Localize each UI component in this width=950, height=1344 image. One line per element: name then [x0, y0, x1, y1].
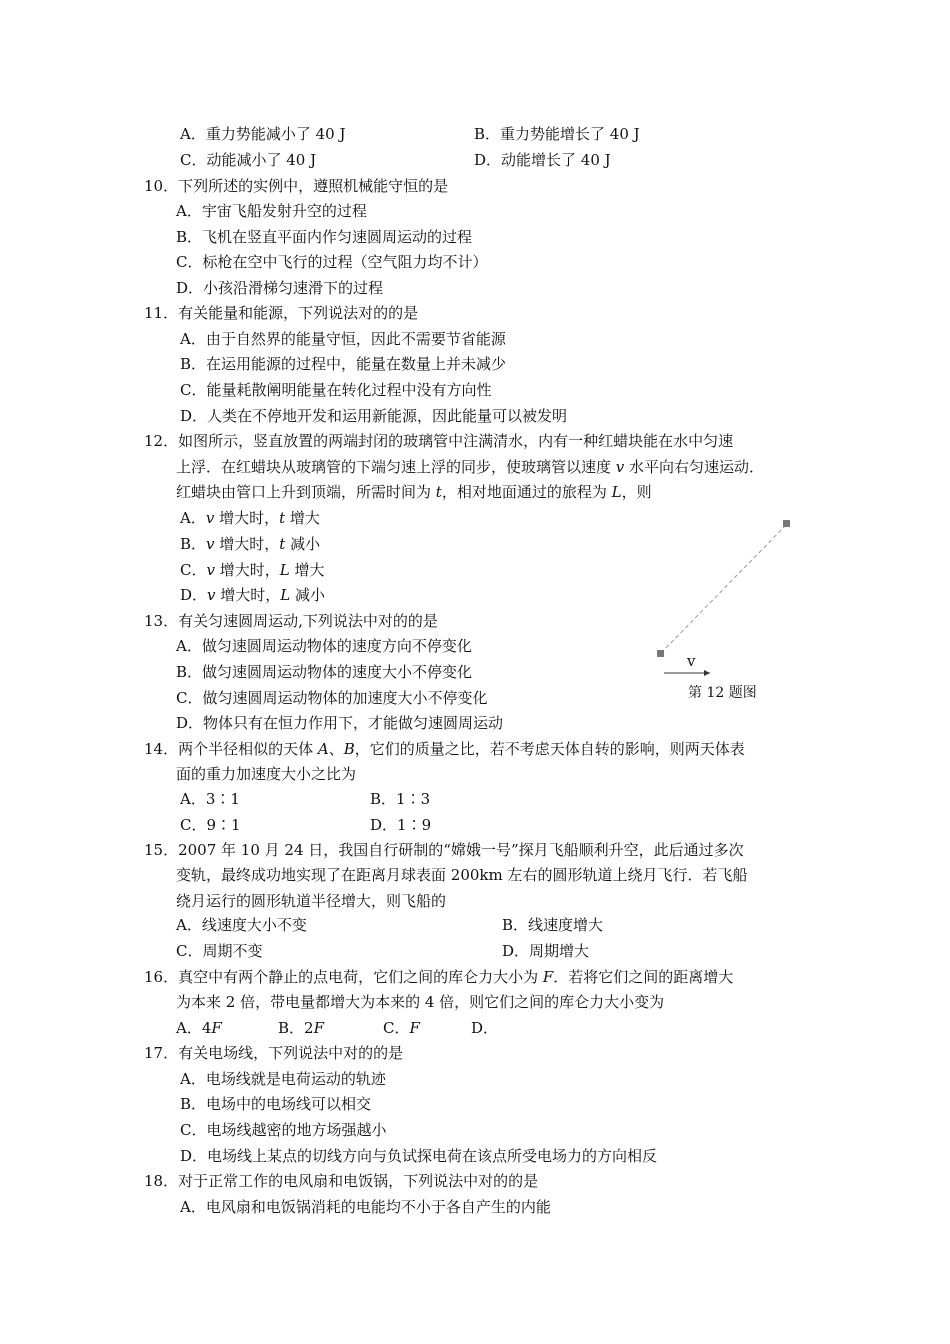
q18-stem: 18．对于正常工作的电风扇和电饭锅，下列说法中对的的是	[144, 1172, 539, 1190]
option-text: 增大时，	[215, 586, 281, 604]
q15-option-d: D．周期增大	[502, 942, 590, 960]
q10-option-a: A．宇宙飞船发射升空的过程	[176, 202, 367, 220]
q13-option-a: A．做匀速圆周运动物体的速度方向不停变化	[176, 637, 472, 655]
var-v: v	[206, 561, 215, 579]
q18-option-a: A．电风扇和电饭锅消耗的电能均不小于各自产生的内能	[180, 1198, 551, 1216]
q12-figure-v-label: v	[687, 652, 696, 670]
q11-option-d: D．人类在不停地开发和运用新能源，因此能量可以被发明	[180, 407, 568, 425]
q12-var-v: v	[615, 458, 625, 476]
stem-text: ．若将它们之间的距离增大	[553, 968, 734, 986]
stem-text: 、	[328, 740, 344, 758]
q15-option-b: B．线速度增大	[502, 916, 604, 934]
q12-option-c	[180, 560, 325, 580]
option-text: A．4	[176, 1019, 212, 1037]
q16-stem-line2: 为本来 2 倍，带电量都增大为本来的 4 倍，则它们之间的库仑力大小变为	[176, 993, 665, 1011]
q13-option-b: B．做匀速圆周运动物体的速度大小不停变化	[176, 663, 473, 681]
option-text: B．2	[278, 1019, 314, 1037]
q12-figure-caption: 第 12 题图	[688, 685, 757, 701]
q12-var-L: L	[611, 483, 622, 501]
q14-option-b: B．1∶3	[370, 790, 431, 808]
option-text: C．	[383, 1019, 410, 1037]
trajectory-line	[661, 524, 787, 653]
q16-stem-line1	[144, 967, 733, 987]
q12-stem-text: ，则	[621, 483, 652, 501]
q15-option-c: C．周期不变	[176, 942, 263, 960]
q12-option-a	[180, 508, 320, 528]
var-v: v	[205, 509, 215, 527]
q10-option-c: C．标枪在空中飞行的过程（空气阻力均不计）	[176, 253, 488, 271]
q12-option-d	[180, 585, 325, 605]
arrow-head	[704, 670, 710, 676]
var-F: F	[211, 1019, 222, 1037]
q17-stem: 17．有关电场线，下列说法中对的的是	[144, 1044, 404, 1062]
q9-option-b: B．重力势能增长了 40 J	[474, 125, 640, 143]
q12-stem-text: 红蜡块由管口上升到顶端，所需时间为	[176, 483, 436, 501]
q12-stem-text: ，相对地面通过的旅程为	[441, 483, 612, 501]
stem-text: ，它们的质量之比，若不考虑天体自转的影响，则两天体表	[354, 740, 745, 758]
stem-text: 14．两个半径相似的天体	[144, 740, 318, 758]
q9-option-a: A．重力势能减小了 40 J	[180, 125, 346, 143]
end-marker	[783, 520, 790, 527]
var-v: v	[206, 535, 215, 553]
var-B: B	[343, 740, 355, 758]
q12-stem-line2	[176, 457, 764, 477]
q16-option-b	[278, 1018, 324, 1038]
q9-option-d: D．动能增长了 40 J	[474, 151, 611, 169]
q11-option-c: C．能量耗散阐明能量在转化过程中没有方向性	[180, 381, 492, 399]
option-letter: A．	[180, 509, 206, 527]
option-text: 增大	[289, 561, 325, 579]
option-letter: D．	[180, 586, 208, 604]
var-t: t	[279, 535, 286, 553]
q10-option-d: D．小孩沿滑梯匀速滑下的过程	[176, 279, 384, 297]
q17-option-b: B．电场中的电场线可以相交	[180, 1095, 372, 1113]
var-L: L	[279, 561, 290, 579]
q16-option-d: D．	[471, 1019, 499, 1037]
var-F: F	[313, 1019, 324, 1037]
var-L: L	[280, 586, 291, 604]
q17-option-c: C．电场线越密的地方场强越小	[180, 1121, 387, 1139]
q14-stem-line2: 面的重力加速度大小之比为	[176, 765, 357, 783]
stem-text: 16．真空中有两个静止的点电荷，它们之间的库仑力大小为	[144, 968, 543, 986]
option-text: 减小	[285, 535, 321, 553]
q15-stem-line2: 变轨，最终成功地实现了在距离月球表面 200km 左右的圆形轨道上绕月飞行．若飞船	[176, 866, 748, 884]
q15-option-a: A．线速度大小不变	[176, 916, 307, 934]
q16-option-c	[383, 1018, 420, 1038]
var-F: F	[542, 968, 554, 986]
q11-option-a: A．由于自然界的能量守恒，因此不需要节省能源	[180, 330, 506, 348]
q9-option-c: C．动能减小了 40 J	[180, 151, 317, 169]
option-letter: C．	[180, 561, 207, 579]
q17-option-d: D．电场线上某点的切线方向与负试探电荷在该点所受电场力的方向相反	[180, 1147, 658, 1165]
q10-stem: 10．下列所述的实例中，遵照机械能守恒的是	[144, 177, 449, 195]
q13-option-c: C．做匀速圆周运动物体的加速度大小不停变化	[176, 689, 488, 707]
q14-option-d: D．1∶9	[370, 816, 432, 834]
var-t: t	[279, 509, 286, 527]
q14-option-a: A．3∶1	[180, 790, 240, 808]
q12-var-t: t	[435, 483, 442, 501]
var-A: A	[317, 740, 329, 758]
option-letter: B．	[180, 535, 207, 553]
q17-option-a: A．电场线就是电荷运动的轨迹	[180, 1070, 386, 1088]
option-text: 增大时，	[214, 561, 280, 579]
option-text: 增大时，	[214, 509, 280, 527]
q12-stem-text: 上浮．在红蜡块从玻璃管的下端匀速上浮的同步，使玻璃管以速度	[176, 458, 616, 476]
q15-stem-line1: 15．2007 年 10 月 24 日，我国自行研制的“嫦娥一号”探月飞船顺利升空，此后通过多次	[144, 841, 744, 859]
q10-option-b: B．飞机在竖直平面内作匀速圆周运动的过程	[176, 228, 473, 246]
q14-option-c: C．9∶1	[180, 816, 241, 834]
q12-stem-text: 水平向右匀速运动．	[624, 458, 765, 476]
q11-option-b: B．在运用能源的过程中，能量在数量上并未减少	[180, 355, 507, 373]
start-marker	[657, 650, 664, 657]
q13-stem: 13．有关匀速圆周运动,下列说法中对的的是	[144, 612, 438, 630]
q11-stem: 11．有关能量和能源，下列说法对的的是	[144, 304, 419, 322]
q16-option-a	[176, 1018, 222, 1038]
q13-option-d: D．物体只有在恒力作用下，才能做匀速圆周运动	[176, 714, 504, 732]
var-v: v	[207, 586, 216, 604]
q15-stem-line3: 绕月运行的圆形轨道半径增大，则飞船的	[176, 892, 447, 910]
q14-stem-line1	[144, 739, 745, 759]
option-text: 增大时，	[214, 535, 280, 553]
var-F: F	[409, 1019, 420, 1037]
option-text: 增大	[285, 509, 320, 527]
q12-stem-line1: 12．如图所示，竖直放置的两端封闭的玻璃管中注满清水，内有一种红蜡块能在水中匀速	[144, 432, 734, 450]
q12-stem-line3	[176, 482, 652, 502]
q12-option-b	[180, 534, 320, 554]
option-text: 减小	[290, 586, 326, 604]
